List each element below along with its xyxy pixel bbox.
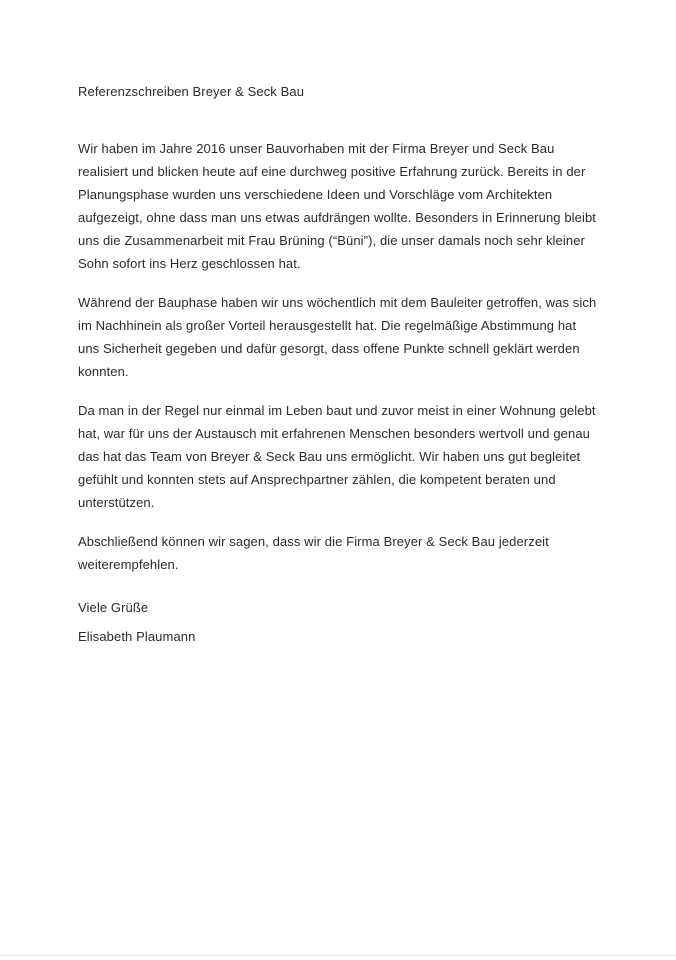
- paragraph-bauphase: Während der Bauphase haben wir uns wöchentlich mit dem Bauleiter getroffen, was sich im Nachhinein als großer Vorteil herausgestellt hat. Die regelmäßige Abstimmung hat uns Sicherheit gegeben und dafür gesorgt, dass offene Punkte schnell geklärt werden konnten.: [78, 295, 597, 379]
- closing-line: Viele Grüße: [78, 600, 149, 615]
- document-title: Referenzschreiben Breyer & Seck Bau: [78, 84, 305, 99]
- paragraph-austausch: Da man in der Regel nur einmal im Leben baut und zuvor meist in einer Wohnung gelebt hat, war für uns der Austausch mit erfahrenen Menschen besonders wertvoll und genau das hat das Team von Breyer & Seck Bau uns ermöglicht. Wir haben uns gut begleitet gefühlt und konnten stets auf Ansprechpartner zählen, die kompetent beraten und unterstützen.: [78, 403, 596, 510]
- paragraph-intro: Wir haben im Jahre 2016 unser Bauvorhaben mit der Firma Breyer und Seck Bau realisiert und blicken heute auf eine durchweg positive Erfahrung zurück. Bereits in der Planungsphase wurden uns verschiedene Ideen und Vorschläge vom Architekten aufgezeigt, ohne dass man uns etwas aufdrängen wollte. Besonders in Erinnerung bleibt uns die Zusammenarbeit mit Frau Brüning (“Büni”), die unser damals noch sehr kleiner Sohn sofort ins Herz geschlossen hat.: [78, 141, 596, 271]
- paragraph-fazit: Abschließend können wir sagen, dass wir die Firma Breyer & Seck Bau jederzeit weiterempfehlen.: [78, 534, 549, 572]
- page-edge-divider: [0, 955, 676, 956]
- letter-body: [78, 80, 600, 648]
- signature-line: Elisabeth Plaumann: [78, 629, 196, 644]
